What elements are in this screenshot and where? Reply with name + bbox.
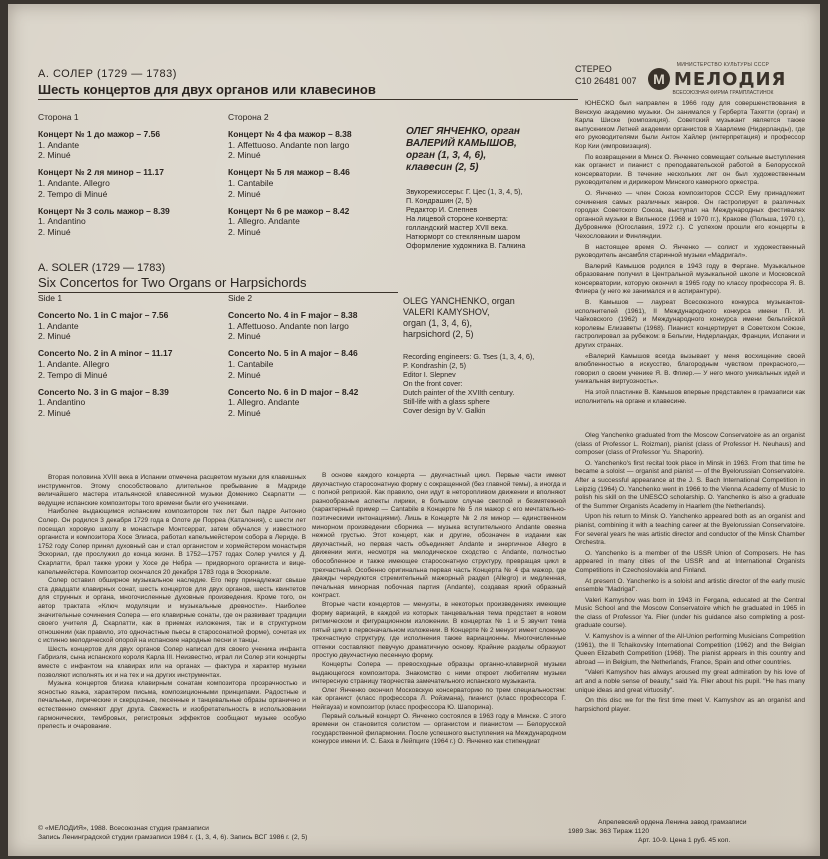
credit-line: On the front cover: bbox=[403, 379, 463, 388]
performer-line: OLEG YANCHENKO, organ bbox=[403, 296, 515, 306]
paragraph: Наиболее выдающимся испанским композитором тех лет был падре Антонио Солер. Он родился 3 декабря 1729 года в Олоте де Порреа (Каталония), с шести лет посещал хоровую школу в монастыре Монтсеррат, затем обучался у известного органиста и композитора Хосе Элиаса, работал капельмейстером собора в Лериде. В 1752 году Солер принял духовный сан и стал органистом и хормейстером монастыря Эскориал, где прослужил до конца жизни. В 1752—1757 годах Солер учился у Д. Скарлатти, брал также уроки у Хосе де Небра — придворного органиста и вице-капельмейстера. Композитор скончался 20 декабря 1783 года в Эскориале. bbox=[38, 508, 306, 576]
paragraph: On this disc we for the first time meet V. Kamyshov as an organist and harpsichord player. bbox=[575, 697, 805, 713]
paragraph: Концерты Солера — превосходные образцы органно-клавирной музыки выдающегося композитора. Знакомство с ними откроет любителям музыки интересную страницу творчества замечательного испанского музыканта. bbox=[312, 661, 566, 686]
logo-ministry-text: МИНИСТЕРСТВО КУЛЬТУРЫ СССР bbox=[676, 62, 770, 68]
paragraph: «Валерий Камышов всегда вызывает у меня восхищение своей влюбленностью в искусство, благородным чувством прекрасного,— говорил о своем ученике Я. В. Флиер.— У него много уникальных идей и уникальная виртуозность». bbox=[575, 352, 805, 386]
en-performers bbox=[403, 296, 563, 340]
melodiya-m-icon: М bbox=[648, 68, 670, 90]
catalog-number: С10 26481 007 bbox=[575, 76, 637, 86]
credit-line: Звукорежиссеры: Г. Цес (1, 3, 4, 5), bbox=[406, 187, 523, 196]
concerto-title: Concerto No. 4 in F major – 8.38 bbox=[228, 309, 358, 320]
performer-line: harpsichord (2, 5) bbox=[403, 329, 474, 339]
movement: 2. Minué bbox=[228, 150, 261, 161]
concerto-title: Concerto No. 6 in D major – 8.42 bbox=[228, 386, 359, 397]
credit-line: Редактор И. Слепнев bbox=[406, 205, 478, 214]
ru-side-1 bbox=[38, 112, 228, 244]
movement: 2. Minué bbox=[38, 331, 71, 342]
movement: 2. Minué bbox=[228, 331, 261, 342]
performer-line: ОЛЕГ ЯНЧЕНКО, орган bbox=[406, 126, 520, 137]
concerto-title: Концерт № 1 до мажор – 7.56 bbox=[38, 128, 161, 139]
paragraph: Музыка концертов близка клавирным сонатам композитора прозрачностью и ясностью языка, характером письма, композиционными принципами. Радостные и печальные, лирические и скерцозные, песенные и танцевальные образы органично и естественно сменяют друг друга. Свежесть и изобретательность в использовании гармонических, тембровых, регистровых эффектов сообщают музыке особую прелесть и очарование. bbox=[38, 680, 306, 731]
copyright-line: © «МЕЛОДИЯ», 1988. Всесоюзная студия грамзаписи bbox=[38, 825, 209, 832]
ru-side-1-label: Сторона 1 bbox=[38, 112, 79, 122]
performer-line: клавесин (2, 5) bbox=[406, 162, 479, 173]
en-side-1-label: Side 1 bbox=[38, 293, 63, 303]
factory-line: Апрелевский ордена Ленина завод грамзаписи bbox=[598, 819, 747, 826]
movement: 1. Andante bbox=[38, 320, 79, 331]
movement: 2. Minué bbox=[228, 188, 261, 199]
stereo-label: СТЕРЕО bbox=[575, 64, 612, 74]
paragraph: В. Камышов — лауреат Всесоюзного конкурса музыкантов-исполнителей (1961), II Международного конкурса имени П. И. Чайковского (1962) и Международного конкурса имени бельгийской королевы Елизаветы (1968). Пианист концертирует в Советском Союзе, гастролировал за рубежом: в Бельгии, Нидерландах, Франции, Испании и других странах. bbox=[575, 299, 805, 350]
liner-notes-left bbox=[38, 474, 306, 794]
en-album-title: Six Concertos for Two Organs or Harpsichords bbox=[38, 275, 307, 290]
movement: 1. Allegro. Andante bbox=[228, 397, 300, 408]
paragraph: At present O. Yanchenko is a soloist and artistic director of the early music ensemble "Madrigal". bbox=[575, 577, 805, 594]
movement: 2. Minué bbox=[38, 408, 71, 419]
footer-right bbox=[568, 818, 808, 845]
en-concerto-5 bbox=[228, 348, 403, 380]
movement: 1. Cantabile bbox=[228, 358, 274, 369]
movement: 1. Andantino bbox=[38, 216, 86, 227]
movement: 1. Cantabile bbox=[228, 177, 274, 188]
concerto-title: Концерт № 2 ля минор – 11.17 bbox=[38, 167, 165, 178]
logo-brand-name: МЕЛОДИЯ bbox=[674, 68, 787, 90]
paragraph: ЮНЕСКО был направлен в 1966 году для совершенствования в Венскую академию музыки. Он занимался у Герберта Тахетти (орган) и Карла Шиске (композиция). Советский музыкант является также выпускником Летней академии органистов в Хаарлеме (Нидерланды), где его руководителями были Антон Хайлер (интерпретация) и профессор Кор Кии (импровизация). bbox=[575, 100, 805, 150]
movement: 1. Allegro. Andante bbox=[228, 216, 300, 227]
ru-album-title: Шесть концертов для двух органов или клавесинов bbox=[38, 82, 376, 97]
concerto-title: Concerto No. 5 in A major – 8.46 bbox=[228, 348, 358, 359]
en-concerto-3 bbox=[38, 387, 228, 419]
movement: 1. Andante. Allegro bbox=[38, 177, 110, 188]
concerto-title: Concerto No. 3 in G major – 8.39 bbox=[38, 386, 169, 397]
divider bbox=[38, 99, 578, 100]
ru-concerto-1 bbox=[38, 129, 228, 161]
ru-side-2-label: Сторона 2 bbox=[228, 112, 269, 122]
concerto-title: Концерт № 4 фа мажор – 8.38 bbox=[228, 128, 352, 139]
recording-info-line: Запись Ленинградской студии грамзаписи 1984 г. (1, 3, 4, 6). Запись ВСГ 1986 г. (2, 5) bbox=[38, 834, 308, 841]
paragraph: "Valeri Kamyshov has always aroused my great admiration by his love of art and a noble sense of beauty," said Ya. Flier about his pupil. "He has many unique ideas and great virtuosity". bbox=[575, 669, 805, 694]
performer-line: орган (1, 3, 4, 6), bbox=[406, 150, 487, 161]
paragraph: В настоящее время О. Янченко — солист и художественный руководитель ансамбля старинной музыки «Мадригал». bbox=[575, 243, 805, 260]
ru-biography bbox=[575, 100, 805, 420]
paragraph: Valeri Kamyshov was born in 1943 in Fergana, educated at the Central Music School and the Moscow Conservatoire which he graduated in 1965 in the class of Professor Ya. Flier (under his guidance also completing a post-graduate course). bbox=[575, 596, 805, 630]
credit-line: Recording engineers: G. Tses (1, 3, 4, 6), bbox=[403, 352, 535, 361]
en-concerto-4 bbox=[228, 310, 403, 342]
ru-concerto-5 bbox=[228, 167, 403, 199]
performer-line: VALERI KAMYSHOV, bbox=[403, 307, 490, 317]
paragraph: Шесть концертов для двух органов Солер написал для своего ученика инфанта Габриэля, сына испанского короля Карла III. Неизвестно, играл ли Солер эти концерты вместе с инфантом на клавирах или на органах — фактура и характер музыки позволяют исполнять их и на тех и на других инструментах. bbox=[38, 645, 306, 679]
paragraph: Солер оставил обширное музыкальное наследие. Его перу принадлежат свыше ста двадцати клавирных сонат, шесть концертов для двух органов, шесть квинтетов для струнных и органа, многочисленные духовные произведения. Кроме того, он автор трактата «Ключ модуляции и музыкальные древности». Наиболее значительные сочинения Солера — его клавирные сонаты, где он развивает традиции своего учителя Д. Скарлатти, как в приемах изложения, так и в структурном отношении (как правило, это одночастные пьесы в старосонатной форме), сочетая их с истинно мелодической опорой на испанские народные песни и танцы. bbox=[38, 577, 306, 645]
credit-line: Still-life with a glass sphere bbox=[403, 397, 490, 406]
ru-concerto-4 bbox=[228, 129, 403, 161]
movement: 2. Minué bbox=[38, 150, 71, 161]
en-credits bbox=[403, 352, 568, 415]
movement: 1. Andante bbox=[38, 139, 80, 150]
en-concerto-2 bbox=[38, 348, 228, 380]
paragraph: Вторая половина XVIII века в Испании отмечена расцветом музыки для клавишных инструментов. Этому способствовало длительное пребывание в Мадриде величайшего мастера итальянской клавесинной музыки Доменико Скарлатти — ведущие испанские композиторы того времени были его учениками. bbox=[38, 474, 306, 507]
en-concerto-1 bbox=[38, 310, 228, 342]
paragraph: О. Янченко — член Союза композиторов СССР. Ему принадлежит сочинения самых различных жанров. Он гастролирует в различных городах Советского Союза, выступал на Международных фестивалях органной музыки в Вильнюсе (1968 и 1970 гг.), Кракове (Польша, 1970 г.), Дубровнике (Югославия, 1972 г.). С успехом прошли его концерты в Чехословакии и Финляндии. bbox=[575, 189, 805, 240]
paragraph: O. Yanchenko's first recital took place in Minsk in 1963. From that time he became a soloist — organist and pianist — of the Byelorussian Conservatoire. After a successful appearance at the J. S. Bach International Competition in Leipzig (1964) O. Yanchenko went in 1966 to the Vienna Academy of Music to polish his skill on the UNESCO scholarship. O. Yanchenko is also a graduate of the Summer Organists Academy in Haarlem (the Netherlands). bbox=[575, 459, 805, 510]
en-concerto-6 bbox=[228, 387, 403, 419]
ru-credits bbox=[406, 187, 566, 250]
concerto-title: Concerto No. 2 in A minor – 11.17 bbox=[38, 348, 173, 359]
concerto-title: Концерт № 6 ре мажор – 8.42 bbox=[228, 205, 350, 216]
movement: 1. Affettuoso. Andante non largo bbox=[228, 139, 350, 150]
movement: 2. Minué bbox=[228, 369, 261, 380]
ru-concerto-6 bbox=[228, 206, 403, 238]
credit-line: Dutch painter of the XVIIth century. bbox=[403, 388, 515, 397]
credit-line: Cover design by V. Galkin bbox=[403, 406, 486, 415]
paragraph: Олег Янченко окончил Московскую консерваторию по трем специальностям: как органист (класс профессора Л. Ройзмана), пианист (класс профессора Г. Нейгауза) и композитор (класс профессора Ю. Шапорина). bbox=[312, 686, 566, 712]
movement: 1. Affettuoso. Andante non largo bbox=[228, 320, 349, 331]
footer-left bbox=[38, 824, 538, 842]
movement: 2. Minué bbox=[228, 408, 261, 419]
liner-notes-middle bbox=[312, 472, 566, 812]
movement: 1. Andante. Allegro bbox=[38, 358, 110, 369]
credit-line: голландский мастер XVII века. bbox=[406, 223, 508, 232]
performer-line: ВАЛЕРИЙ КАМЫШОВ, bbox=[406, 138, 517, 149]
ru-concerto-2 bbox=[38, 167, 228, 199]
paragraph: По возвращении в Минск О. Янченко совмещает сольные выступления как органист и пианист с преподавательской работой в Белорусской консерватории. В течение нескольких лет он был художественным руководителем и дирижером Минского камерного оркестра. bbox=[575, 153, 805, 187]
performer-line: organ (1, 3, 4, 6), bbox=[403, 318, 473, 328]
ru-composer: А. СОЛЕР (1729 — 1783) bbox=[38, 68, 177, 80]
paragraph: Upon his return to Minsk O. Yanchenko appeared both as an organist and pianist, combining it with a teaching career at the Byelorussian Conservatoire. For several years he was artistic director and conductor of the Minsk Chamber Orchestra. bbox=[575, 513, 805, 547]
melodiya-logo bbox=[648, 62, 798, 98]
print-run-line: 1989 Зак. 363 Тираж 1120 bbox=[568, 828, 650, 835]
concerto-title: Концерт № 3 соль мажор – 8.39 bbox=[38, 205, 170, 216]
en-side-2 bbox=[228, 293, 403, 425]
credit-line: П. Кондрашин (2, 5) bbox=[406, 196, 473, 205]
ru-side-2 bbox=[228, 112, 403, 244]
paragraph: Валерий Камышов родился в 1943 году в Фергане. Музыкальное образование получил в Центральной музыкальной школе и Московской консерватории, которую окончил в 1965 году по классу профессора Я. В. Флиера (у него же занимался и в аспирантуре). bbox=[575, 262, 805, 296]
paragraph: На этой пластинке В. Камышов впервые представлен в грамзаписи как исполнитель на органе и клавесине. bbox=[575, 389, 805, 405]
movement: 2. Tempo di Minué bbox=[38, 188, 108, 199]
logo-subtitle: ВСЕСОЮЗНАЯ ФИРМА ГРАМПЛАСТИНОК bbox=[672, 90, 774, 96]
movement: 2. Minué bbox=[38, 227, 71, 238]
movement: 1. Andantino bbox=[38, 397, 86, 408]
credit-line: Оформление художника В. Галкина bbox=[406, 241, 526, 250]
concerto-title: Concerto No. 1 in C major – 7.56 bbox=[38, 309, 169, 320]
ru-performers bbox=[406, 126, 566, 174]
credit-line: P. Kondrashin (2, 5) bbox=[403, 361, 466, 370]
record-sleeve-back bbox=[8, 4, 820, 856]
paragraph: Вторые части концертов — менуэты, в некоторых произведениях имеющие форму вариаций, в каждой из которых танцевальная тема предстает в новом ритмическом и фигурационном изложении. В концертах № 1 и 5 звучит тема пятый цикл в первоначальном изложении. В Концерте № 2 менуэт имеет сложную трехчастную структуру, где исполнения также вариационны. Многочисленные оттенки составляют певучую драматичную основу. Крайние разделы образуют простую двухчастную песенную форму. bbox=[312, 600, 566, 660]
credit-line: Натюрморт со стеклянным шаром bbox=[406, 232, 521, 241]
movement: 2. Minué bbox=[228, 227, 261, 238]
ru-concerto-3 bbox=[38, 206, 228, 238]
en-biography bbox=[575, 432, 805, 812]
paragraph: O. Yanchenko is a member of the USSR Union of Composers. He has appeared in many cities of the USSR and at International Organists Competitions in Czechoslovakia and Finland. bbox=[575, 549, 805, 574]
credit-line: Editor I. Slepnev bbox=[403, 370, 456, 379]
concerto-title: Концерт № 5 ля мажор – 8.46 bbox=[228, 167, 350, 178]
credit-line: На лицевой стороне конверта: bbox=[406, 214, 508, 223]
paragraph: V. Kamyshov is a winner of the All-Union performing Musicians Competition (1961), the II Tchaikovsky International Competition (1962) and the Belgian Queen Elizabeth Competition (1968). The pianist appears in this country and abroad — in Belgium, the Netherlands, France, Spain and other countries. bbox=[575, 633, 805, 666]
movement: 2. Tempo di Minué bbox=[38, 369, 108, 380]
en-composer: A. SOLER (1729 — 1783) bbox=[38, 262, 166, 274]
en-side-2-label: Side 2 bbox=[228, 293, 253, 303]
price-line: Арт. 10-9. Цена 1 руб. 45 коп. bbox=[638, 837, 731, 844]
en-side-1 bbox=[38, 293, 228, 425]
paragraph: Oleg Yanchenko graduated from the Moscow Conservatoire as an organist (class of Professor L. Roizman), pianist (class of Professor H. Neuhaus) and composer (class of Professor Yu. Shaporin). bbox=[575, 432, 805, 457]
paragraph: Первый сольный концерт О. Янченко состоялся в 1963 году в Минске. С этого времени он становится солистом — органистом и пианистом — Белорусской государственной филармонии. После успешного выступления на Международном конкурсе имени И. С. Баха в Лейпциге (1964 г.) О. Янченко как стипендиат bbox=[312, 712, 566, 746]
paragraph: В основе каждого концерта — двухчастный цикл. Первые части имеют двухчастную старосонатную форму с сокращенной (без главной темы), а иногда и с полной репризой. Как правило, они идут в неторопливом движении и вполняют разнообразные аспекты лирики, в большом случае светлой и безмятежной (характерный пример — Cantabile в Концерте № 5 ля мажор с его мечтательно-поэтическими интонациями). Лишь в Концерте № 2 ля минор — единственном минорном произведении сборника — музыка вступительного Andante овеяна нежной грустью. Этот концерт, как и другие, обозначен в издании как двухчастный, но первая часть объединяет Andante и энергичное Allegro в движении жиги, несмотря на мелодическое сходство с Andante, полностью обособленное и также имеющее старосонатную структуру, превращая цикл в трехчастный. Особенно оригинальна первая часть Концерта № 4 фа мажор, где дважды чередуются стремительный мажорный раздел (Allegro) и медленная, печальная минорная побочная партия (Andante), создавая яркий образный контраст. bbox=[312, 472, 566, 600]
